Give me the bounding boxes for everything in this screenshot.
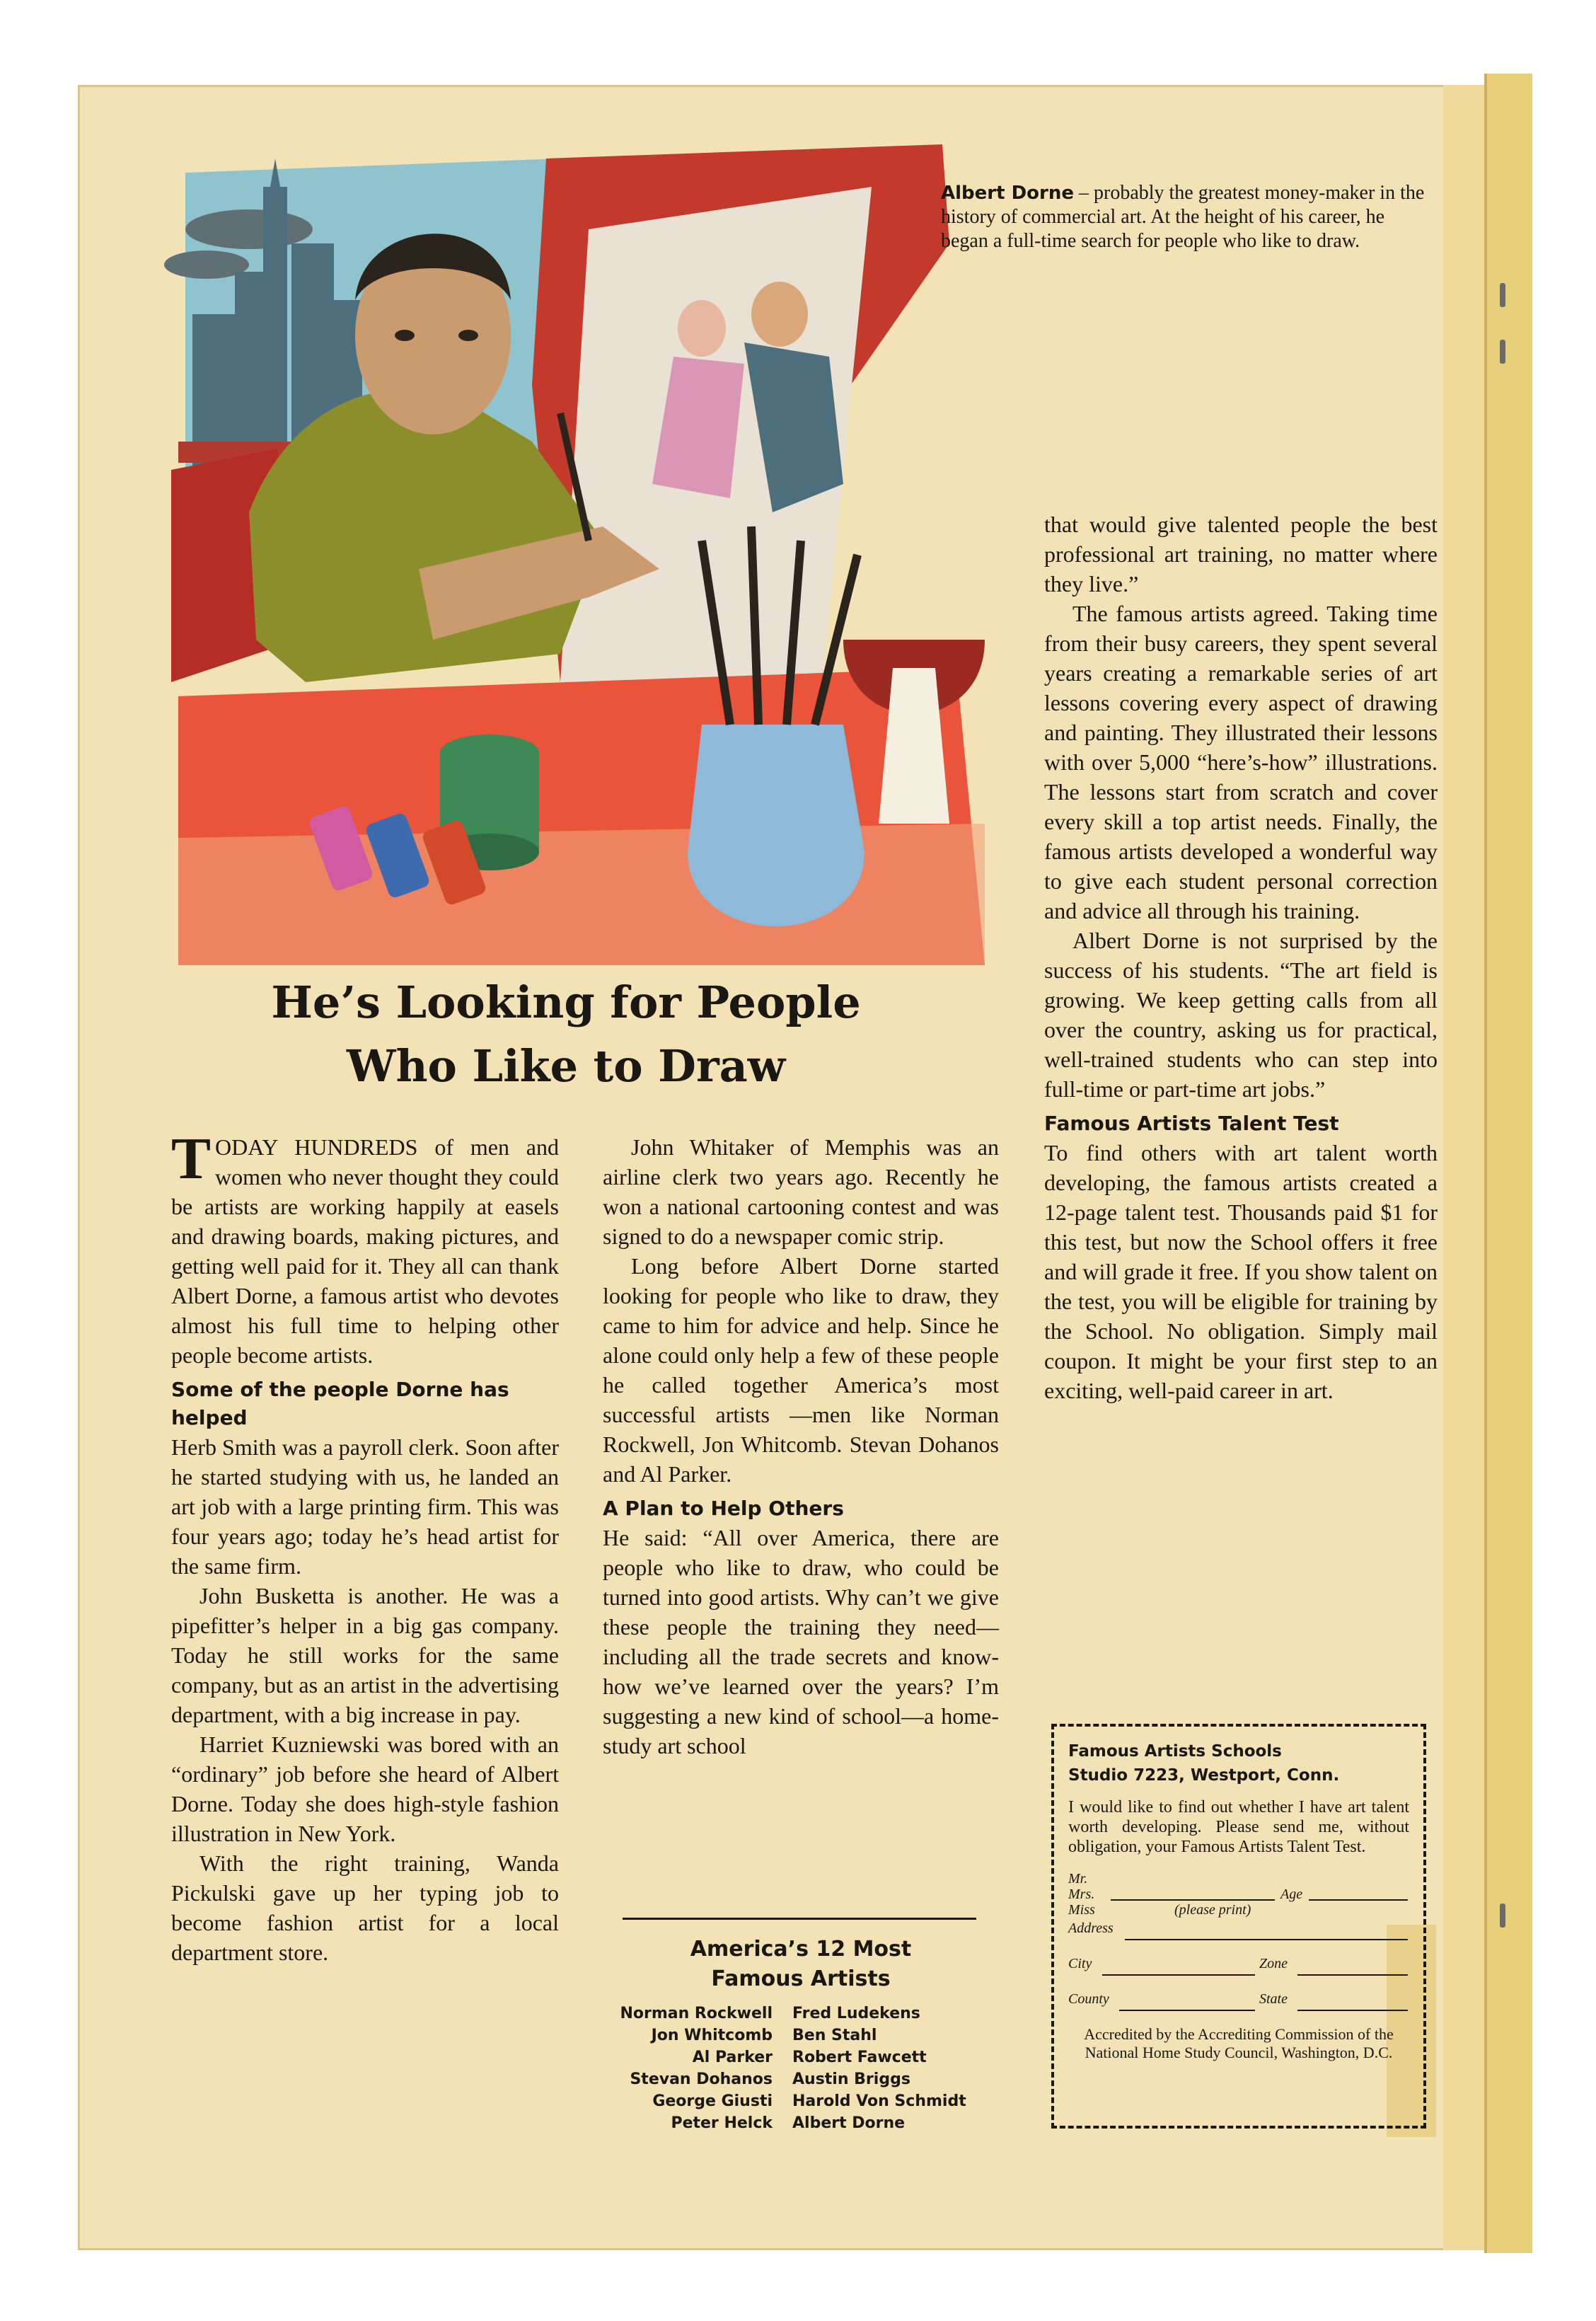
- field-label-state: State: [1259, 1991, 1288, 2007]
- paragraph: Albert Dorne is not surprised by the success of his students. “The art field is growing. We keep getting calls from all over the country, asking us for practical, well-trained students who can step into full-time or part-time art jobs.”: [1044, 928, 1438, 1102]
- caption-text: – probably the greatest money-maker in the history of commercial art. At the height of his career, he began a full-time search for people who like to draw.: [941, 182, 1425, 252]
- headline: [184, 971, 948, 1098]
- staple: [1500, 283, 1505, 307]
- coupon-field-mrs[interactable]: [1068, 1887, 1409, 1902]
- paragraph: Herb Smith was a payroll clerk. Soon after he started studying with us, he landed an art job with a large printing firm. This was four years ago; today he’s head artist for the same firm.: [171, 1434, 559, 1579]
- coupon-field-city[interactable]: [1068, 1956, 1409, 1977]
- subhead-plan: A Plan to Help Others: [603, 1497, 844, 1520]
- coupon-field-county[interactable]: [1068, 1991, 1409, 2012]
- cloud: [185, 209, 313, 249]
- field-label-age: Age: [1280, 1887, 1303, 1902]
- famous-title-line-1: America’s 12 Most: [690, 1937, 912, 1962]
- drawn-figure-woman: [678, 300, 726, 357]
- intro-text: of men and women who never thought they could be artists are working happily at easels and drawing boards, making pictures, and getting well paid for it. They all can thank Albert Dorne, a famous artist who devotes almost his full time to helping other people become artists.: [171, 1134, 560, 1368]
- artist-name: Robert Fawcett: [792, 2049, 927, 2066]
- coupon-school-name: Famous Artists Schools: [1068, 1742, 1282, 1761]
- age-field-line[interactable]: [1309, 1899, 1408, 1901]
- artist-eye: [395, 330, 415, 341]
- staple: [1500, 340, 1505, 364]
- field-label-mrs: Mrs.: [1068, 1887, 1095, 1902]
- artist-name: Jon Whitcomb: [651, 2027, 773, 2044]
- artist-name: Al Parker: [692, 2049, 773, 2066]
- artist-name: George Giusti: [652, 2092, 773, 2110]
- artist-name: Fred Ludekens: [792, 2005, 920, 2022]
- zone-field-line[interactable]: [1297, 1974, 1408, 1976]
- artist-name: Ben Stahl: [792, 2027, 877, 2044]
- binding-spine: [1484, 74, 1532, 2253]
- divider-rule: [623, 1918, 976, 1920]
- artist-name: Albert Dorne: [792, 2114, 906, 2132]
- staple: [1500, 1904, 1505, 1928]
- drop-cap: T: [171, 1126, 212, 1192]
- artist-name: Harold Von Schmidt: [792, 2092, 966, 2110]
- paragraph: John Busketta is another. He was a pipefitter’s helper in a big gas company. Today he still works for the same company, but as an artist in the advertising department, with a big increase in pay.: [171, 1583, 559, 1727]
- county-field-line[interactable]: [1119, 2010, 1255, 2011]
- coupon-field-miss: [1068, 1902, 1409, 1920]
- mail-coupon[interactable]: [1051, 1724, 1426, 2129]
- address-field-line[interactable]: [1125, 1939, 1408, 1940]
- subhead-people-helped: Some of the people Dorne has helped: [171, 1378, 509, 1429]
- paragraph: that would give talented people the best professional art training, no matter where they live.”: [1044, 512, 1438, 597]
- paragraph: He said: “All over America, there are people who like to draw, who could be turned into good artists. Why can’t we give these people the training they need—including all the trade secrets and know-how we’ve learned over the years? I’m suggesting a new kind of school—a home-study art school: [603, 1525, 999, 1758]
- name-field-line[interactable]: [1111, 1899, 1275, 1901]
- text-column-3: [1044, 509, 1438, 1405]
- text-column-1: [171, 1126, 560, 1967]
- field-label-address: Address: [1068, 1920, 1114, 1936]
- paragraph: With the right training, Wanda Pickulski gave up her typing job to become fashion artist for a local department store.: [171, 1850, 559, 1965]
- coupon-body: I would like to find out whether I have art talent worth developing. Please send me, without obligation, your Famous Artists Talent Test.: [1068, 1798, 1409, 1856]
- paragraph: To find others with art talent worth developing, the famous artists created a 12-page talent test. Thousands paid $1 for this test, but now the School offers it free and will grade it free. If you show talent on the test, you will be eligible for training by the School. No obligation. Simply mail coupon. It might be your first step to an exciting, well-paid career in art.: [1044, 1140, 1438, 1403]
- drawn-figure-man: [751, 282, 808, 347]
- table-highlight: [178, 824, 985, 965]
- state-field-line[interactable]: [1297, 2010, 1408, 2011]
- artist-name: Peter Helck: [671, 2114, 773, 2132]
- paragraph: Harriet Kuzniewski was bored with an “ordinary” job before she heard of Albert Dorne. Today she does high-style fashion illustration in New York.: [171, 1732, 559, 1846]
- artist-illustration: [164, 144, 999, 979]
- artist-name: Austin Briggs: [792, 2071, 910, 2088]
- coupon-field-mr: [1068, 1871, 1409, 1887]
- coupon-field-address[interactable]: [1068, 1920, 1409, 1942]
- field-label-county: County: [1068, 1991, 1109, 2007]
- artist-name: Norman Rockwell: [620, 2005, 773, 2022]
- field-label-city: City: [1068, 1956, 1092, 1971]
- page-spine-edge: [1443, 85, 1484, 2250]
- artist-eye: [458, 330, 478, 341]
- coupon-address: Studio 7223, Westport, Conn.: [1068, 1766, 1340, 1785]
- accreditation-note: Accredited by the Accrediting Commission of the National Home Study Council, Washington, D.C.: [1084, 2025, 1394, 2061]
- caption-name: Albert Dorne: [941, 183, 1074, 204]
- field-label-zone: Zone: [1259, 1956, 1288, 1971]
- brush-jar: [688, 725, 865, 926]
- illustration-caption: [941, 181, 1436, 253]
- paragraph: John Whitaker of Memphis was an airline clerk two years ago. Recently he won a national cartooning contest and was signed to do a newspaper comic strip.: [603, 1134, 999, 1249]
- text-column-2: [603, 1132, 999, 1761]
- famous-artists-title: [603, 1935, 999, 1994]
- paragraph: Long before Albert Dorne started looking for people who like to draw, they came to him for advice and help. Since he alone could only help a few of these people he called together America’s most successful artists —men like Norman Rockwell, Jon Whitcomb. Stevan Dohanos and Al Parker.: [603, 1253, 999, 1487]
- field-label-mr: Mr.: [1068, 1871, 1088, 1887]
- field-label-print: (please print): [1174, 1902, 1251, 1918]
- city-field-line[interactable]: [1102, 1974, 1255, 1976]
- artist-name: Stevan Dohanos: [630, 2071, 773, 2088]
- paragraph: The famous artists agreed. Taking time from their busy careers, they spent several years creating a remarkable series of art lessons covering every aspect of drawing and painting. They illustrated their lessons with over 5,000 “here’s-how” illustrations. The lessons start from scratch and cover every skill a top artist needs. Finally, the famous artists developed a wonderful way to give each student personal correction and advice all through his training.: [1044, 601, 1438, 923]
- subhead-talent-test: Famous Artists Talent Test: [1044, 1112, 1339, 1135]
- lead-in-caps: ODAY HUNDREDS: [215, 1134, 418, 1160]
- headline-line-1: He’s Looking for People: [271, 977, 861, 1028]
- famous-title-line-2: Famous Artists: [711, 1966, 891, 1991]
- field-label-miss: Miss: [1068, 1902, 1095, 1918]
- intro-paragraph: [171, 1126, 560, 1370]
- headline-line-2: Who Like to Draw: [346, 1040, 786, 1092]
